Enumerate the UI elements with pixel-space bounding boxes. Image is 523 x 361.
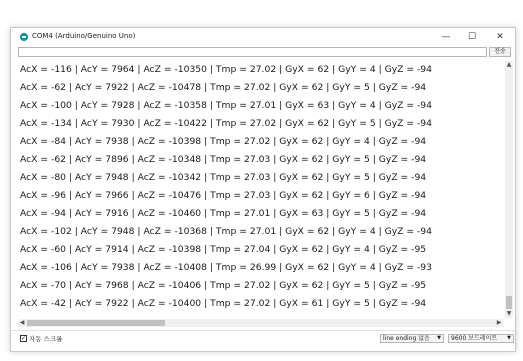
send-button[interactable]: 전송 bbox=[489, 47, 511, 57]
serial-output[interactable] bbox=[18, 61, 503, 309]
line-ending-select[interactable] bbox=[380, 334, 444, 343]
autoscroll-label: 자동 스크롤 bbox=[29, 335, 63, 343]
chevron-down-icon: ▼ bbox=[437, 335, 441, 341]
output-line: AcX = -60 | AcY = 7914 | AcZ = -10398 | Tmp = 27.04 | GyX = 62 | GyY = 4 | GyZ = -95 bbox=[20, 244, 427, 255]
scroll-down-icon[interactable]: ▼ bbox=[506, 310, 512, 317]
send-row bbox=[18, 47, 511, 58]
status-bar bbox=[11, 330, 515, 345]
vertical-scrollbar[interactable] bbox=[505, 61, 513, 318]
output-line: AcX = -62 | AcY = 7896 | AcZ = -10348 | Tmp = 27.03 | GyX = 62 | GyY = 5 | GyZ = -94 bbox=[20, 154, 427, 165]
send-input[interactable] bbox=[18, 47, 487, 57]
serial-monitor-window bbox=[10, 27, 516, 352]
arduino-icon bbox=[20, 33, 28, 41]
output-line: AcX = -134 | AcY = 7930 | AcZ = -10422 | Tmp = 27.02 | GyX = 62 | GyY = 5 | GyZ = -94 bbox=[20, 118, 432, 129]
output-line: AcX = -106 | AcY = 7938 | AcZ = -10408 | Tmp = 26.99 | GyX = 62 | GyY = 4 | GyZ = -93 bbox=[20, 262, 432, 273]
autoscroll-toggle[interactable] bbox=[20, 334, 62, 343]
maximize-button[interactable]: ☐ bbox=[467, 32, 477, 42]
title-bar[interactable] bbox=[11, 28, 515, 46]
scroll-right-icon[interactable]: ▶ bbox=[496, 319, 502, 326]
horizontal-scroll-thumb[interactable] bbox=[27, 320, 165, 326]
window-title: COM4 (Arduino/Genuino Uno) bbox=[32, 32, 136, 40]
baud-rate-value: 9600 보드레이트 bbox=[451, 335, 498, 342]
output-line: AcX = -96 | AcY = 7966 | AcZ = -10476 | Tmp = 27.03 | GyX = 62 | GyY = 6 | GyZ = -94 bbox=[20, 190, 427, 201]
output-line: AcX = -62 | AcY = 7922 | AcZ = -10478 | Tmp = 27.02 | GyX = 62 | GyY = 5 | GyZ = -94 bbox=[20, 82, 427, 93]
output-line: AcX = -70 | AcY = 7968 | AcZ = -10406 | Tmp = 27.02 | GyX = 62 | GyY = 5 | GyZ = -95 bbox=[20, 280, 427, 291]
horizontal-scrollbar[interactable] bbox=[18, 319, 503, 327]
autoscroll-checkbox[interactable]: ✓ bbox=[21, 335, 27, 342]
chevron-down-icon: ▼ bbox=[507, 335, 511, 341]
baud-rate-select[interactable] bbox=[448, 334, 514, 343]
output-line: AcX = -102 | AcY = 7948 | AcZ = -10368 | Tmp = 27.01 | GyX = 62 | GyY = 4 | GyZ = -94 bbox=[20, 226, 432, 237]
vertical-scroll-thumb[interactable] bbox=[506, 296, 512, 309]
output-line: AcX = -100 | AcY = 7928 | AcZ = -10358 | Tmp = 27.01 | GyX = 63 | GyY = 4 | GyZ = -94 bbox=[20, 100, 432, 111]
scroll-up-icon[interactable]: ▲ bbox=[506, 61, 512, 68]
output-line: AcX = -116 | AcY = 7964 | AcZ = -10350 | Tmp = 27.02 | GyX = 62 | GyY = 4 | GyZ = -94 bbox=[20, 64, 432, 75]
output-line: AcX = -80 | AcY = 7948 | AcZ = -10342 | Tmp = 27.03 | GyX = 62 | GyY = 5 | GyZ = -94 bbox=[20, 172, 427, 183]
close-button[interactable]: ✕ bbox=[496, 32, 504, 42]
minimize-button[interactable]: — bbox=[441, 32, 451, 42]
output-line: AcX = -94 | AcY = 7916 | AcZ = -10460 | Tmp = 27.01 | GyX = 63 | GyY = 5 | GyZ = -94 bbox=[20, 208, 427, 219]
scroll-left-icon[interactable]: ◀ bbox=[19, 319, 25, 326]
output-line: AcX = -42 | AcY = 7922 | AcZ = -10400 | Tmp = 27.02 | GyX = 61 | GyY = 5 | GyZ = -94 bbox=[20, 298, 427, 309]
output-line: AcX = -84 | AcY = 7938 | AcZ = -10398 | Tmp = 27.02 | GyX = 62 | GyY = 4 | GyZ = -94 bbox=[20, 136, 427, 147]
line-ending-value: line ending 없음 bbox=[383, 335, 430, 342]
